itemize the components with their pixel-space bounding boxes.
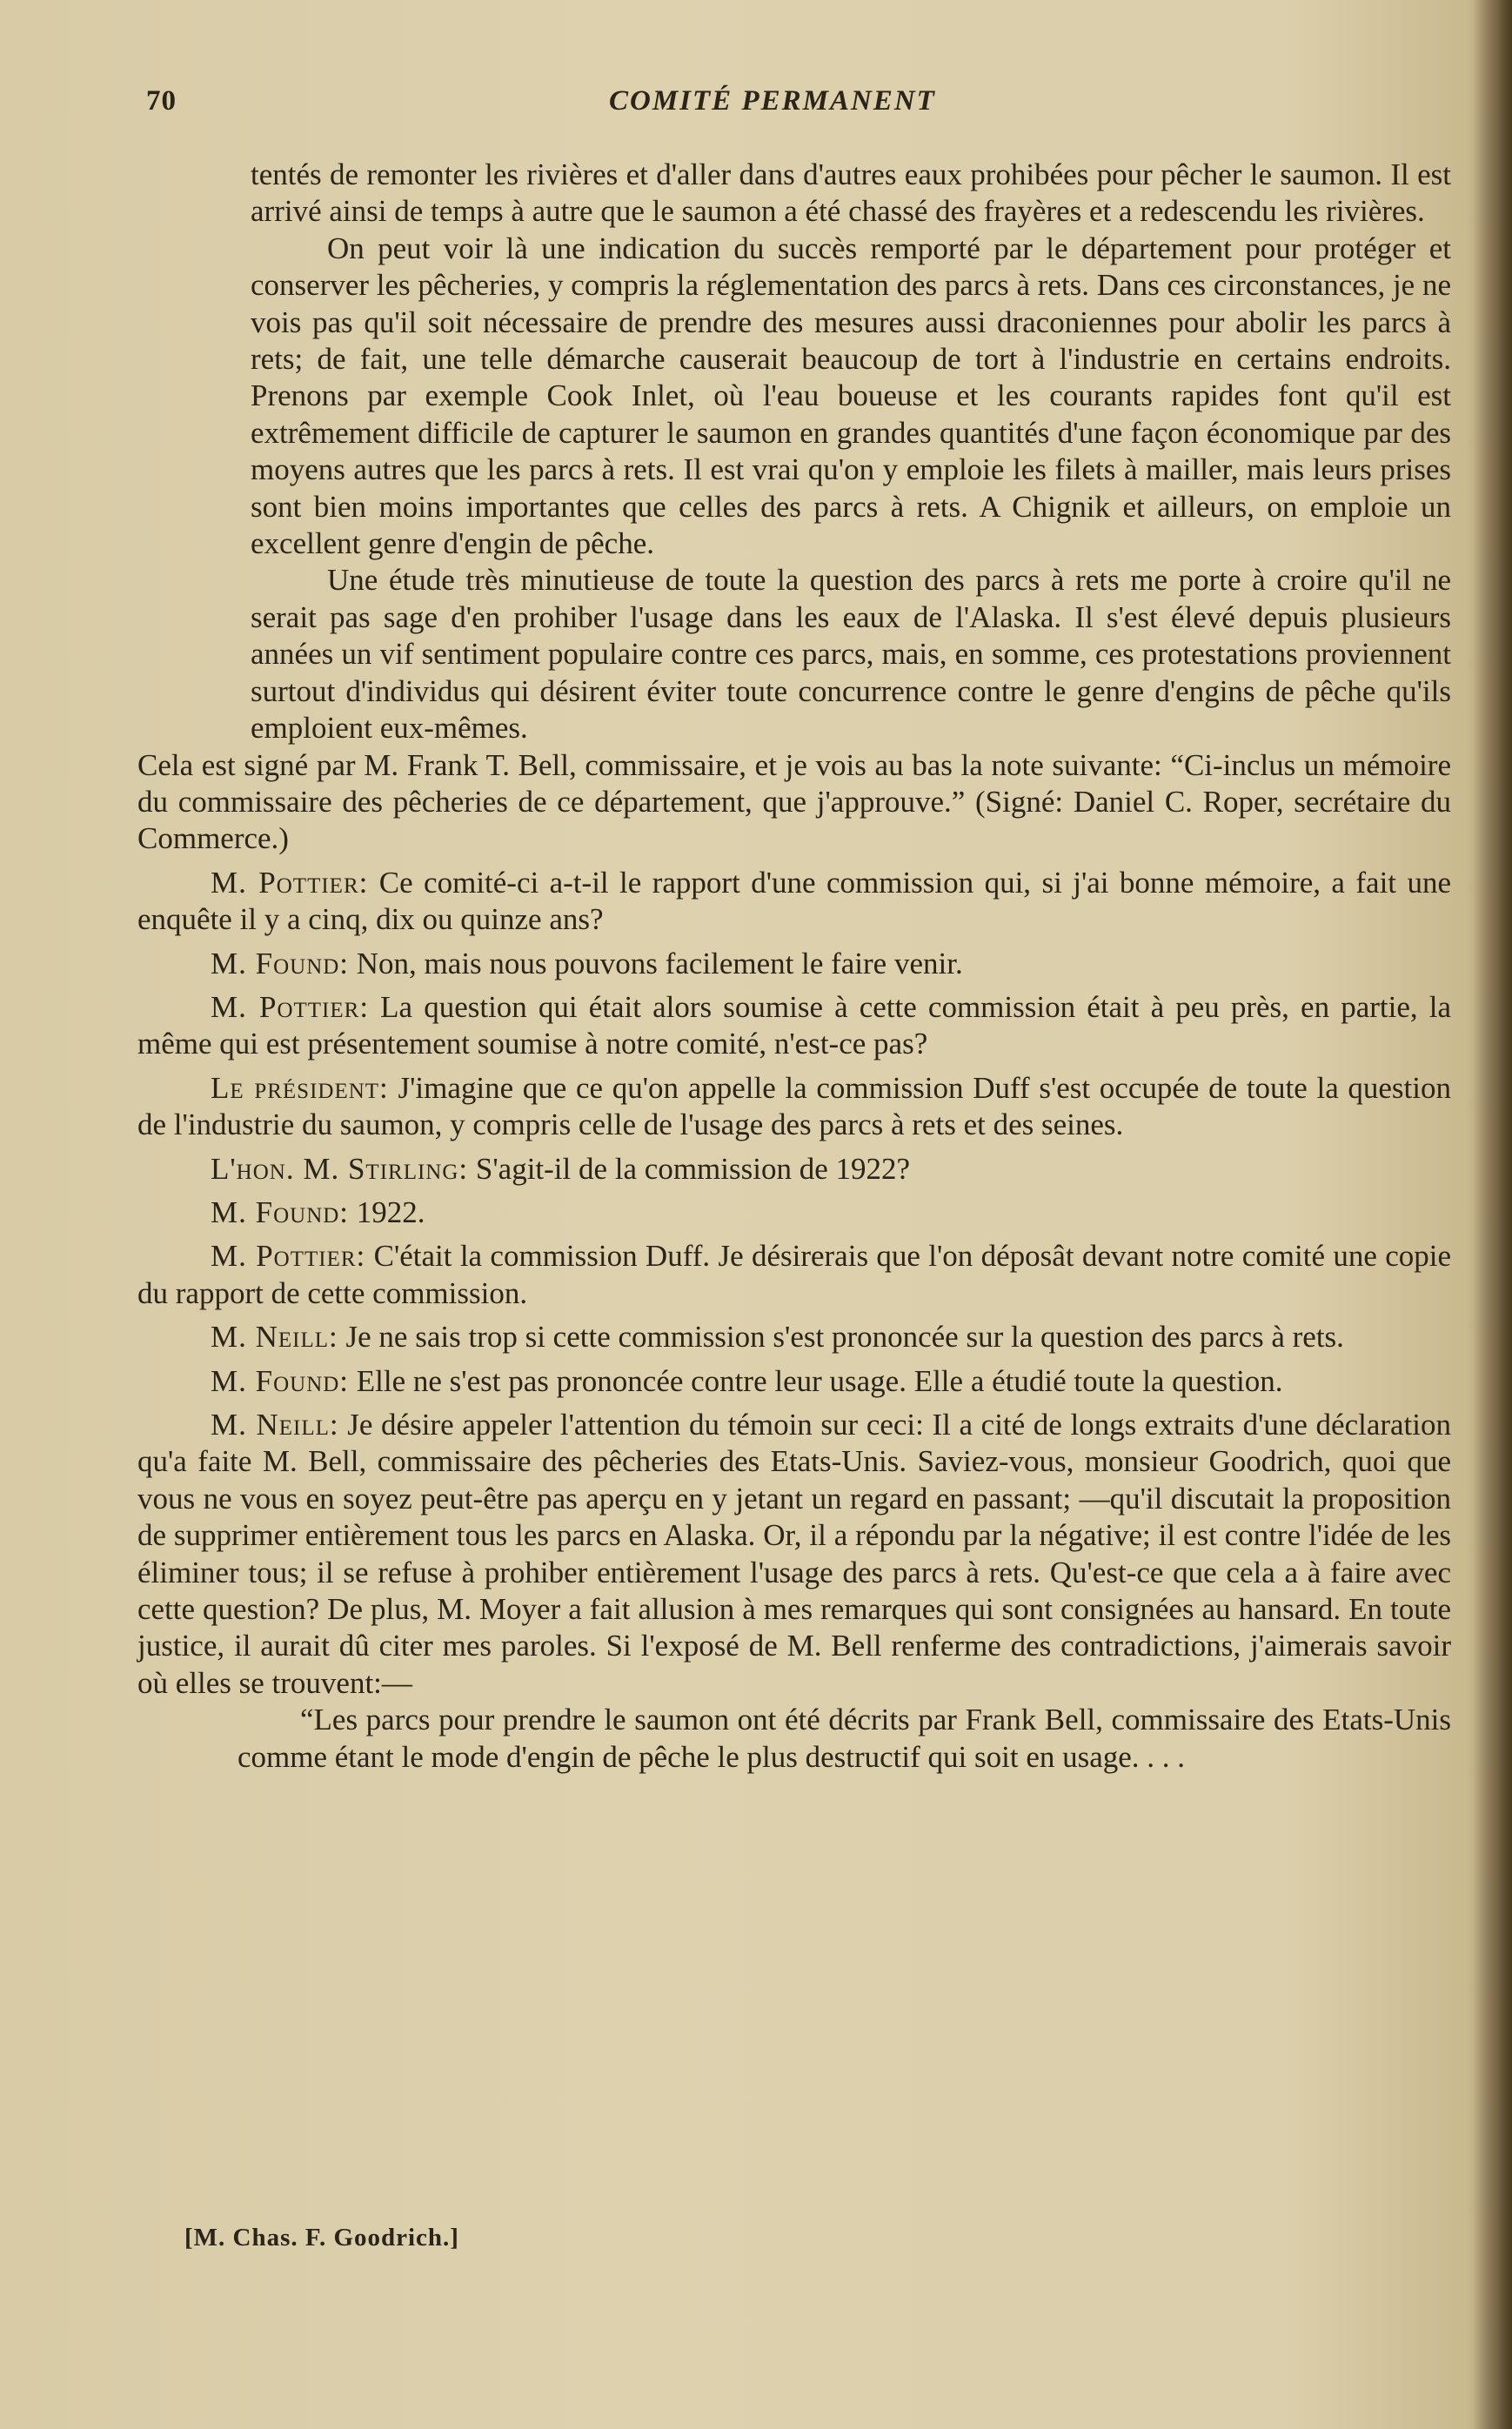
quoted-statement-text: “Les parcs pour prendre le saumon ont été décrits par Frank Bell, commissaire des Etats-Unis comme étant le mode d'engin de pêche le plus destructif qui soit en usage. . . . bbox=[238, 1703, 1451, 1774]
exchange-2 bbox=[137, 946, 1451, 982]
speech: J'imagine que ce qu'on appelle la commission Duff s'est occupée de toute la question de l'industrie du saumon, y compris celle de l'usage des parcs à rets et des seines. bbox=[137, 1070, 1451, 1142]
exchange-6 bbox=[137, 1194, 1451, 1231]
page-number: 70 bbox=[146, 85, 177, 117]
speaker: M. Found: bbox=[211, 946, 350, 980]
speech: Je ne sais trop si cette commission s'est prononcée sur la question des parcs à rets. bbox=[338, 1320, 1344, 1355]
speaker: M. Pottier: bbox=[211, 865, 369, 900]
memo-paragraph-1: tentés de remonter les rivières et d'aller dans d'autres eaux prohibées pour pêcher le saumon. Il est arrivé ainsi de temps à autre que le saumon a été chassé des frayères et a redescendu les rivières. bbox=[251, 157, 1451, 229]
exchange-7 bbox=[137, 1238, 1451, 1312]
exchange-3 bbox=[137, 989, 1451, 1063]
speaker: M. Pottier: bbox=[211, 989, 370, 1024]
running-title: COMITÉ PERMANENT bbox=[609, 85, 936, 117]
speaker: M. Pottier: bbox=[211, 1239, 366, 1274]
speaker: M. Found: bbox=[211, 1194, 350, 1229]
speech: Non, mais nous pouvons facilement le faire venir. bbox=[349, 946, 963, 980]
speaker: Le président: bbox=[211, 1070, 389, 1105]
memo-paragraph-2: On peut voir là une indication du succès remporté par le département pour protéger et conserver les pêcheries, y compris la réglementation des parcs à rets. Dans ces circonstances, je ne vois pas qu'il soit nécessaire de prendre des mesures aussi draconiennes pour abolir les parcs à rets; de fait, une telle démarche causerait beaucoup de tort à l'industrie en certains endroits. Prenons par exemple Cook Inlet, où l'eau boueuse et les courants rapides font qu'il est extrêmement difficile de capturer le saumon en grandes quantités d'une façon économique par des moyens autres que les parcs à rets. Il est vrai qu'on y emploie les filets à mailler, mais leurs prises sont bien moins importantes que celles des parcs à rets. A Chignik et ailleurs, on emploie un excellent genre d'engin de pêche. bbox=[251, 231, 1451, 561]
speaker-attribution: [M. Chas. F. Goodrich.] bbox=[184, 2224, 459, 2252]
page-edge-shadow bbox=[1474, 0, 1512, 2429]
speech: C'était la commission Duff. Je désirerais que l'on déposât devant notre comité une copie du rapport de cette commission. bbox=[137, 1239, 1451, 1310]
exchange-5 bbox=[137, 1151, 1451, 1188]
exchange-4 bbox=[137, 1070, 1451, 1144]
page-header bbox=[0, 85, 1512, 129]
speech: Ce comité-ci a-t-il le rapport d'une commission qui, si j'ai bonne mémoire, a fait une enquête il y a cinq, dix ou quinze ans? bbox=[137, 865, 1451, 937]
quoted-statement bbox=[137, 1702, 1451, 1776]
body-text bbox=[137, 157, 1451, 1776]
exchange-1 bbox=[137, 865, 1451, 939]
speaker: M. Neill: bbox=[211, 1408, 339, 1442]
speech: S'agit-il de la commission de 1922? bbox=[468, 1151, 911, 1186]
speaker: L'hon. M. Stirling: bbox=[211, 1151, 469, 1186]
quoted-memo bbox=[137, 157, 1451, 747]
memo-paragraph-3: Une étude très minutieuse de toute la question des parcs à rets me porte à croire qu'il ne serait pas sage d'en prohiber l'usage dans les eaux de l'Alaska. Il s'est élevé depuis plusieurs années un vif sentiment populaire contre ces parcs, mais, en somme, ces protestations proviennent surtout d'individus qui désirent éviter toute concurrence contre le genre d'engins de pêche qu'ils emploient eux-mêmes. bbox=[251, 563, 1451, 746]
speaker: M. Neill: bbox=[211, 1320, 338, 1355]
speech: 1922. bbox=[349, 1194, 425, 1229]
exchange-9 bbox=[137, 1363, 1451, 1400]
exchange-8 bbox=[137, 1319, 1451, 1355]
speech: Elle ne s'est pas prononcée contre leur usage. Elle a étudié toute la question. bbox=[349, 1363, 1283, 1398]
paragraph-cela: Cela est signé par M. Frank T. Bell, commissaire, et je vois au bas la note suivante: “Ci-inclus un mémoire du commissaire des pêcheries de ce département, que j'approuve.” (Signé: Daniel C. Roper, secrétaire du Commerce.) bbox=[137, 747, 1451, 856]
speech: Je désire appeler l'attention du témoin sur ceci: Il a cité de longs extraits d'une déclaration qu'a faite M. Bell, commissaire des pêcheries des Etats-Unis. Saviez-vous, monsieur Goodrich, quoi que vous ne vous en soyez peut-être pas aperçu en y jetant un regard en passant; —qu'il discutait la proposition de supprimer entièrement tous les parcs en Alaska. Or, il a répondu par la négative; il est contre l'idée de les éliminer tous; il se refuse à prohiber entièrement l'usage des parcs à rets. Qu'est-ce que cela a à faire avec cette question? De plus, M. Moyer a fait allusion à mes remarques qui sont consignées au hansard. En toute justice, il aurait dû citer mes paroles. Si l'exposé de M. Bell renferme des contradictions, j'aimerais savoir où elles se trouvent:— bbox=[137, 1408, 1452, 1700]
speaker: M. Found: bbox=[211, 1363, 350, 1398]
exchange-10 bbox=[137, 1407, 1451, 1702]
speech: La question qui était alors soumise à cette commission était à peu près, en partie, la même qui est présentement soumise à notre comité, n'est-ce pas? bbox=[137, 989, 1451, 1061]
